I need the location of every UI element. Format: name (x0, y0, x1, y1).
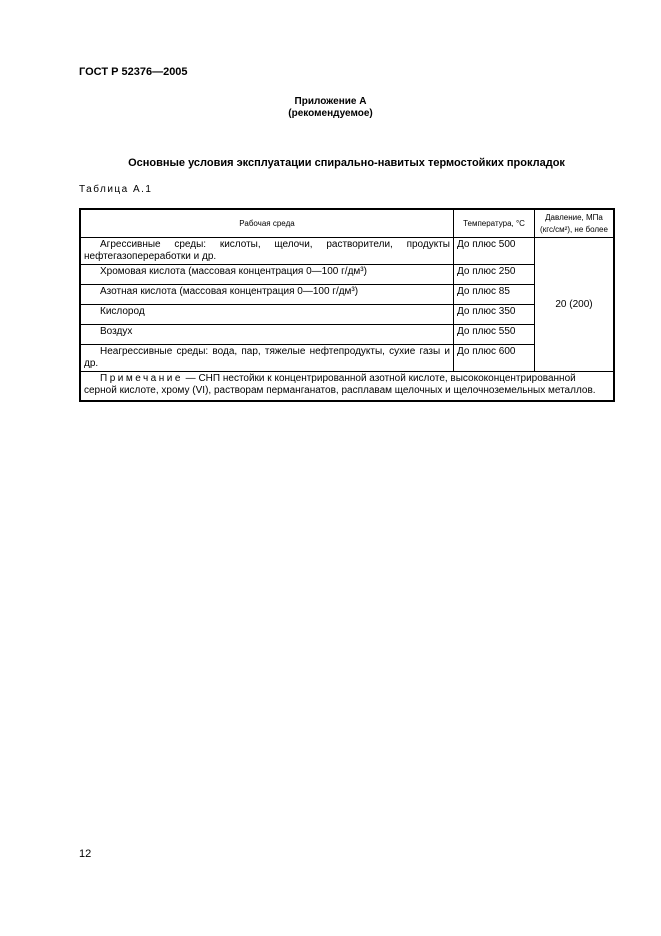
environment-cell: Неагрессивные среды: вода, пар, тяжелые нефтепродукты, сухие газы и др. (80, 345, 454, 372)
table-note (80, 372, 614, 402)
temperature-cell: До плюс 500 (454, 238, 535, 265)
table-row (80, 305, 614, 325)
temperature-cell: До плюс 600 (454, 345, 535, 372)
table-label: Таблица А.1 (79, 184, 153, 195)
appendix-title: Приложение А (294, 96, 367, 107)
conditions-table (79, 208, 615, 402)
table-header-row (80, 209, 614, 238)
temperature-cell: До плюс 85 (454, 285, 535, 305)
note-text: — СНП нестойки к концентрированной азотной кислоте, высококонцентрированной серной кислоте, хрому (VI), растворам перманганатов, расплавам щелочных и щелочноземельных металлов. (84, 373, 596, 396)
environment-cell: Азотная кислота (массовая концентрация 0—100 г/дм³) (80, 285, 454, 305)
environment-cell: Воздух (80, 325, 454, 345)
environment-cell: Кислород (80, 305, 454, 325)
column-header-pressure: Давление, МПа (кгс/см²), не более (535, 209, 615, 238)
column-header-temperature: Температура, °С (454, 209, 535, 238)
note-label: Примечание (100, 373, 183, 384)
table-note-row (80, 372, 614, 402)
table-row (80, 238, 614, 265)
pressure-cell: 20 (200) (535, 238, 615, 372)
appendix-subtitle: (рекомендуемое) (288, 108, 373, 119)
temperature-cell: До плюс 250 (454, 265, 535, 285)
section-title: Основные условия эксплуатации спирально-навитых термостойких прокладок (128, 157, 565, 169)
table-row (80, 265, 614, 285)
column-header-environment: Рабочая среда (80, 209, 454, 238)
table-row (80, 325, 614, 345)
environment-cell: Хромовая кислота (массовая концентрация 0—100 г/дм³) (80, 265, 454, 285)
temperature-cell: До плюс 550 (454, 325, 535, 345)
table-row (80, 285, 614, 305)
table-row (80, 345, 614, 372)
temperature-cell: До плюс 350 (454, 305, 535, 325)
environment-cell: Агрессивные среды: кислоты, щелочи, растворители, продукты нефтегазопереработки и др. (80, 238, 454, 265)
page-number: 12 (79, 848, 92, 860)
document-header: ГОСТ Р 52376—2005 (79, 66, 188, 78)
